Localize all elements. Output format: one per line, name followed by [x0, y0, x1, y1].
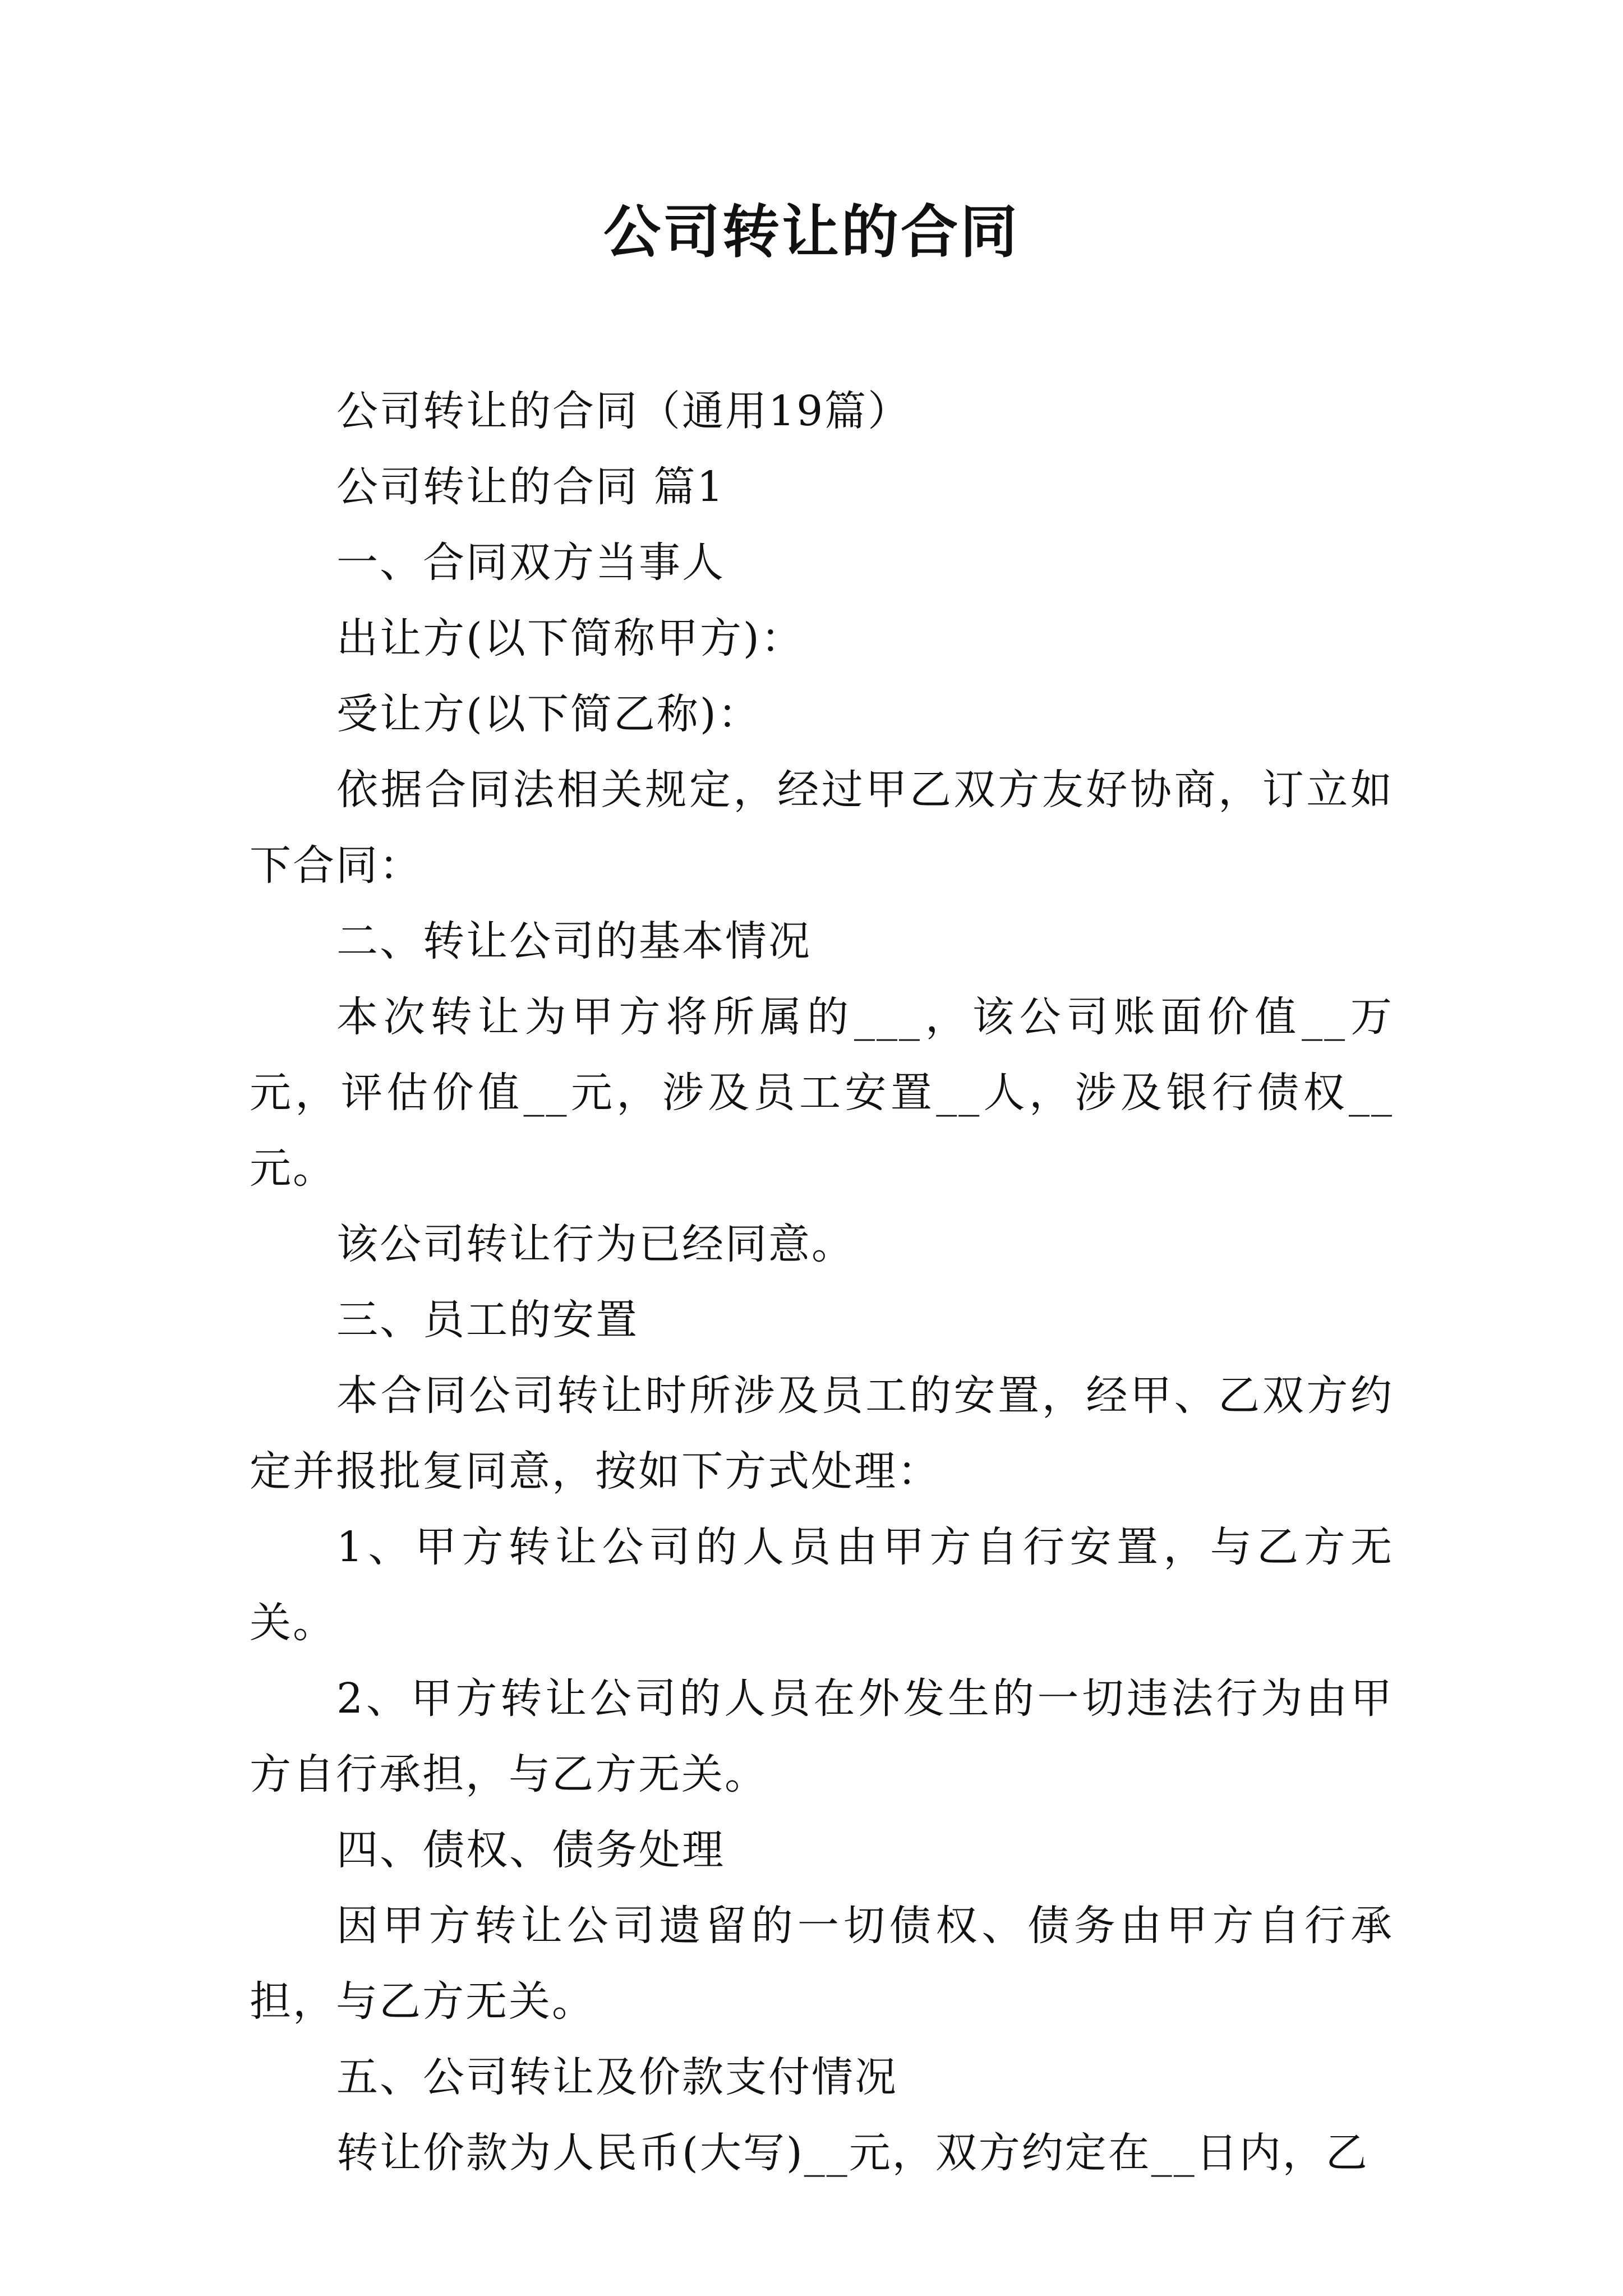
section-heading-parties: 一、合同双方当事人	[336, 539, 725, 587]
paragraph-debts: 因甲方转让公司遗留的一切债权、债务由甲方自行承担，与乙方无关。	[250, 1902, 1394, 2026]
section-heading-debts: 四、债权、债务处理	[336, 1826, 725, 1874]
paragraph-subtitle: 公司转让的合同（通用19篇）	[336, 387, 911, 435]
section-heading-payment: 五、公司转让及价款支付情况	[336, 2053, 898, 2101]
paragraph-approval: 该公司转让行为已经同意。	[336, 1220, 855, 1268]
paragraph-article-heading: 公司转让的合同 篇1	[336, 463, 725, 511]
section-heading-company-info: 二、转让公司的基本情况	[336, 917, 811, 965]
paragraph-staff-item-2: 2、甲方转让公司的人员在外发生的一切违法行为由甲方自行承担，与乙方无关。	[250, 1674, 1394, 1798]
paragraph-transferee: 受让方(以下简乙称)：	[336, 690, 761, 738]
paragraph-staff-arrangement: 本合同公司转让时所涉及员工的安置，经甲、乙双方约定并报批复同意，按如下方式处理：	[250, 1372, 1394, 1496]
document-body	[250, 374, 1394, 2191]
document-title: 公司转让的合同	[603, 199, 1020, 266]
paragraph-payment: 转让价款为人民币(大写)__元，双方约定在__日内，乙	[336, 2129, 1369, 2177]
paragraph-transferor: 出让方(以下简称甲方)：	[336, 614, 804, 662]
paragraph-basis: 依据合同法相关规定，经过甲乙双方友好协商，订立如下合同：	[250, 766, 1394, 890]
section-heading-staff: 三、员工的安置	[336, 1296, 639, 1344]
paragraph-staff-item-1: 1、甲方转让公司的人员由甲方自行安置，与乙方无关。	[250, 1523, 1394, 1647]
paragraph-company-value: 本次转让为甲方将所属的___，该公司账面价值__万元，评估价值__元，涉及员工安置__人，涉及银行债权__元。	[250, 993, 1394, 1193]
